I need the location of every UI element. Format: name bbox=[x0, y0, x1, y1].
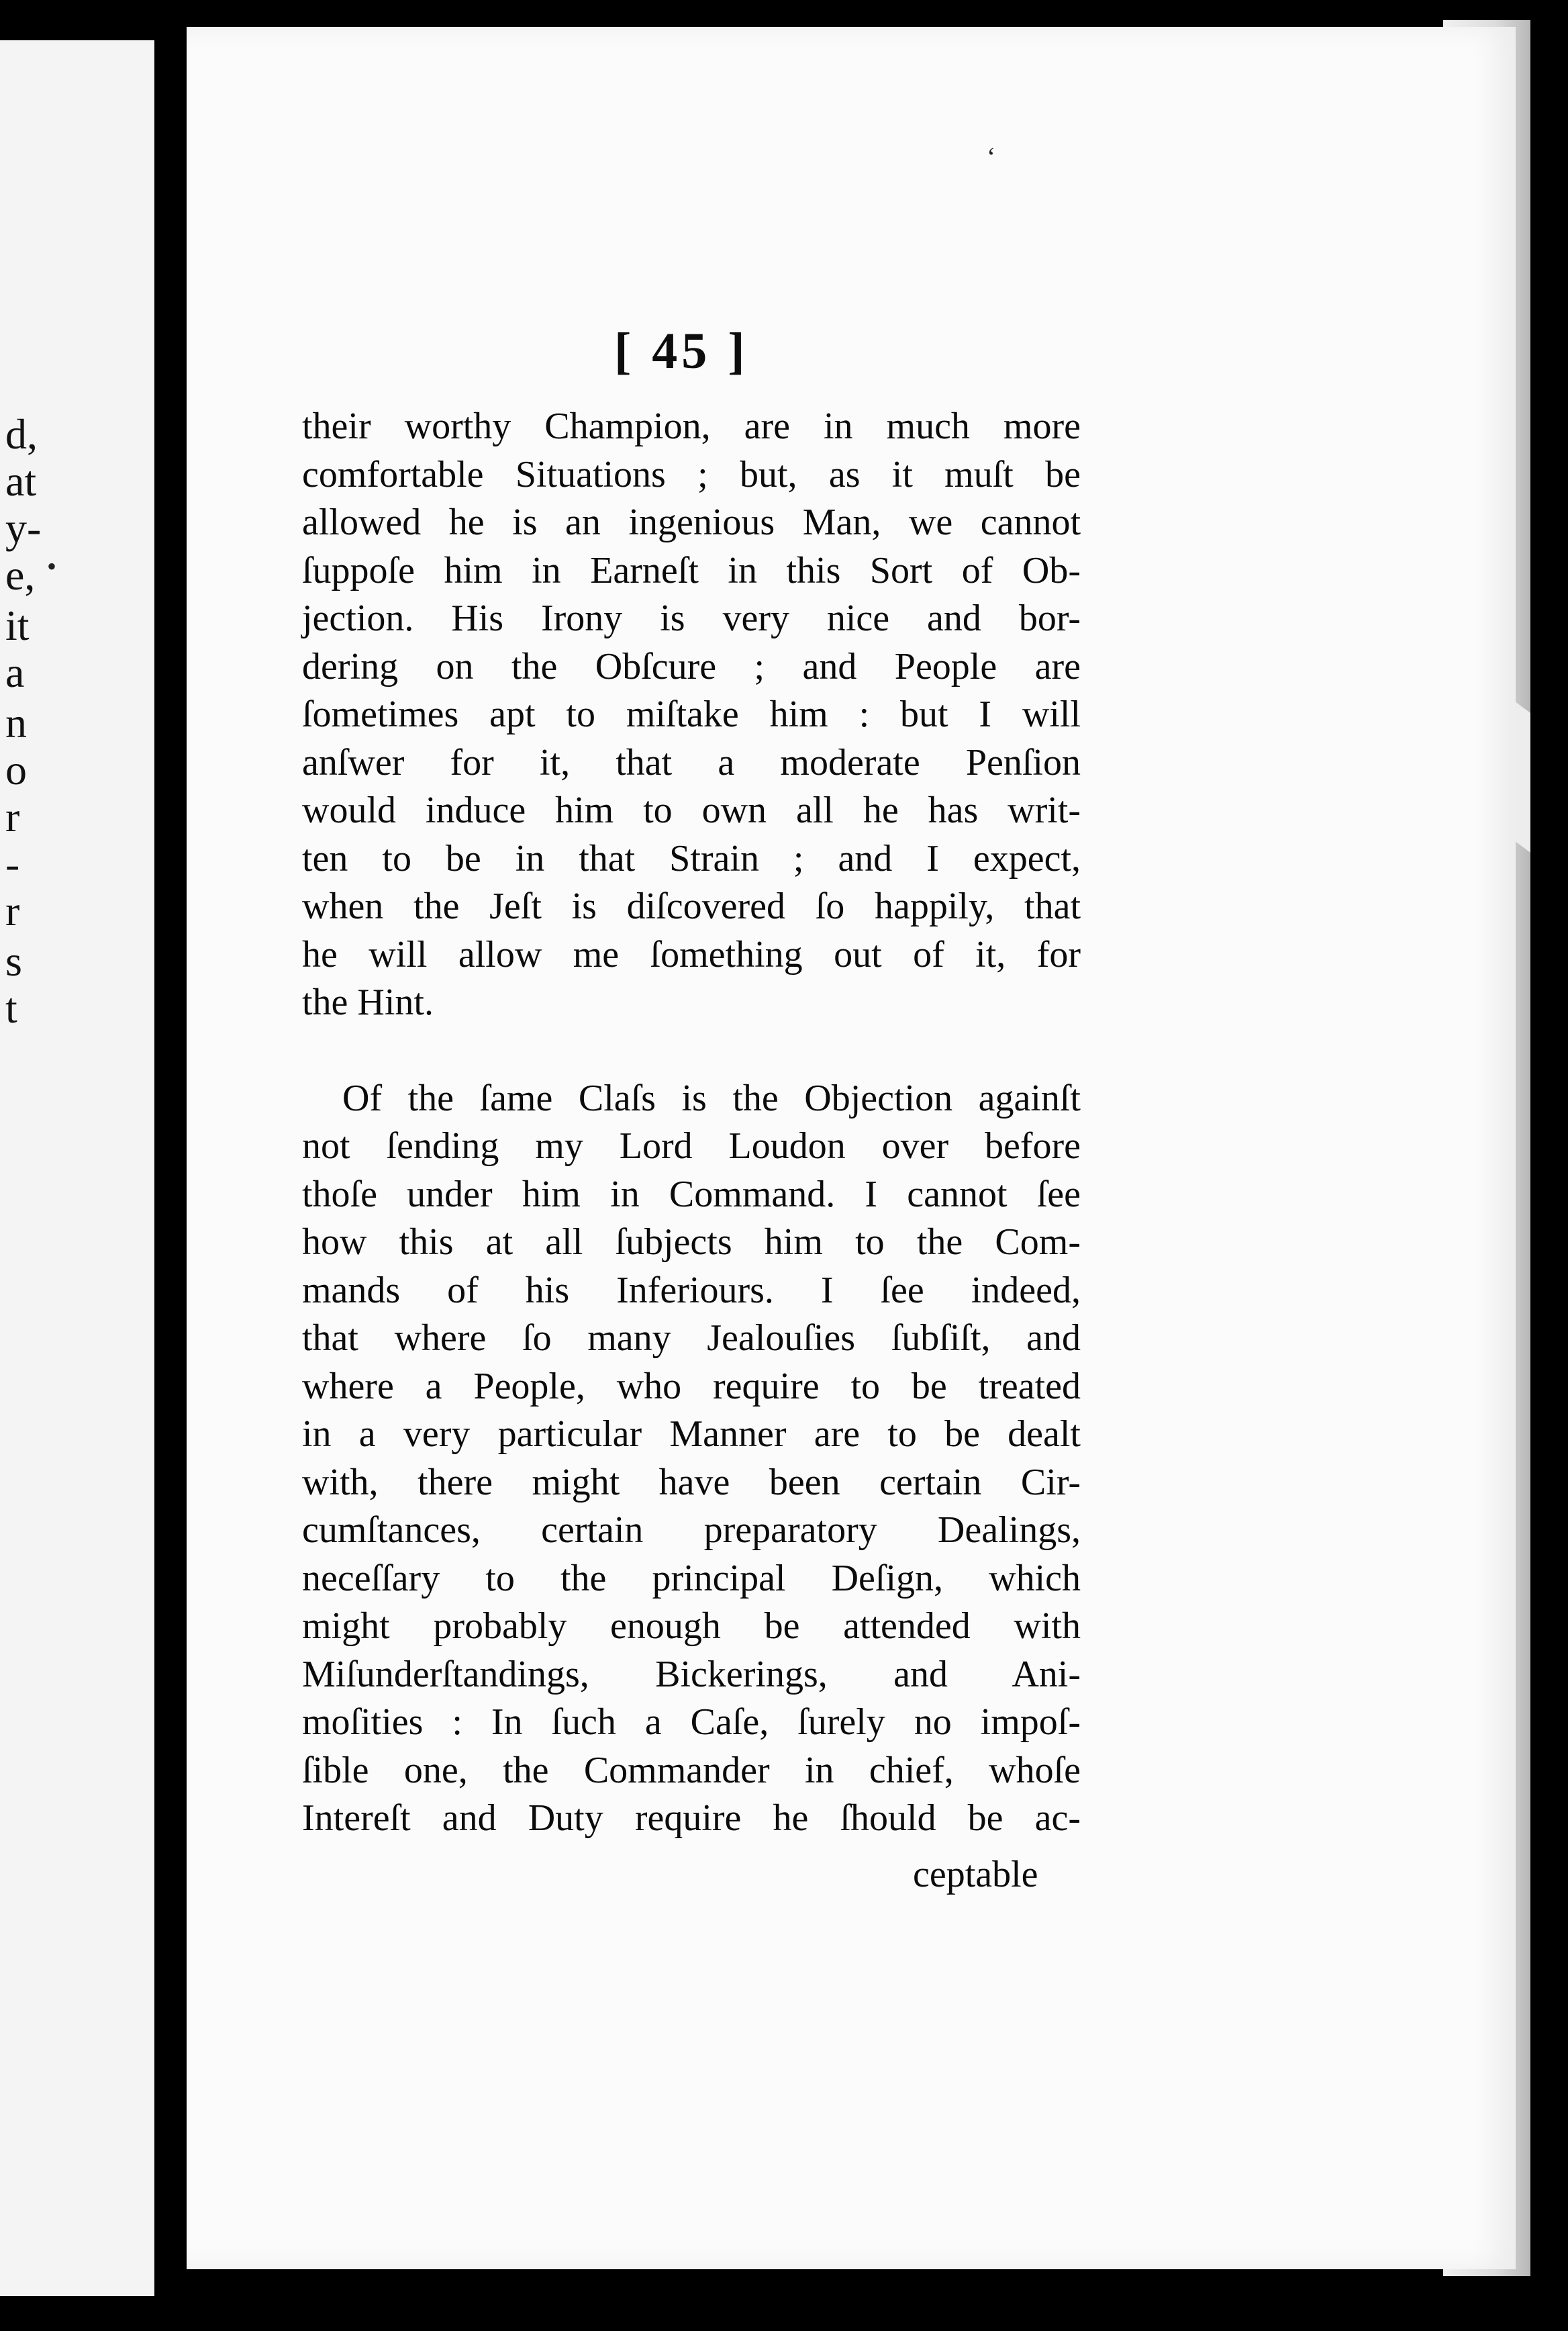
body-text bbox=[302, 403, 1081, 1843]
text-line: dering on the Obſcure ; and People are bbox=[302, 645, 1081, 687]
ink-speck: ‘ bbox=[987, 142, 996, 172]
page-number: [ 45 ] bbox=[614, 323, 749, 379]
ink-speck: • bbox=[47, 551, 57, 581]
text-line: he will allow me ſomething out of it, for bbox=[302, 933, 1081, 976]
text-line: ſuppoſe him in Earneſt in this Sort of Ob- bbox=[302, 549, 1081, 591]
text-line: moſities : In ſuch a Caſe, ſurely no impoſ- bbox=[302, 1701, 1081, 1743]
text-line: mands of his Inferiours. I ſee indeed, bbox=[302, 1269, 1081, 1311]
text-line: Intereſt and Duty require he ſhould be ac- bbox=[302, 1797, 1081, 1839]
text-line: the Hint. bbox=[302, 982, 434, 1023]
text-line: cumſtances, certain preparatory Dealings, bbox=[302, 1509, 1081, 1551]
text-line: allowed he is an ingenious Man, we cannot bbox=[302, 502, 1081, 543]
facing-page-text: r bbox=[5, 793, 20, 841]
paragraph bbox=[302, 403, 1081, 1027]
text-line: with, there might have been certain Cir- bbox=[302, 1461, 1081, 1503]
text-line: Miſunderſtandings, Bickerings, and Ani- bbox=[302, 1653, 1081, 1695]
text-line: not ſending my Lord Loudon over before bbox=[302, 1125, 1081, 1167]
facing-page-text: o bbox=[5, 746, 27, 794]
text-line: Of the ſame Claſs is the Objection againſt bbox=[342, 1077, 1081, 1119]
text-line: in a very particular Manner are to be dealt bbox=[302, 1413, 1081, 1455]
facing-page-text: d, bbox=[5, 410, 38, 458]
facing-page-text: r bbox=[5, 887, 20, 935]
text-line: ſometimes apt to miſtake him : but I will bbox=[302, 694, 1081, 735]
text-line: their worthy Champion, are in much more bbox=[302, 406, 1081, 447]
text-line: comfortable Situations ; but, as it muſt be bbox=[302, 453, 1081, 495]
text-line: ſible one, the Commander in chief, whoſe bbox=[302, 1749, 1081, 1791]
gutter-shadow bbox=[154, 27, 187, 2310]
text-line: might probably enough be attended with bbox=[302, 1605, 1081, 1647]
text-line: how this at all ſubjects him to the Com- bbox=[302, 1221, 1081, 1263]
text-line: when the Jeſt is diſcovered ſo happily, that bbox=[302, 886, 1081, 927]
facing-page-text: at bbox=[5, 457, 37, 505]
text-line: ten to be in that Strain ; and I expect, bbox=[302, 837, 1081, 879]
paragraph bbox=[302, 1075, 1081, 1843]
facing-page-text: it bbox=[5, 602, 30, 649]
text-line: where a People, who require to be treated bbox=[302, 1365, 1081, 1407]
facing-page-text: n bbox=[5, 699, 27, 747]
facing-page-text: t bbox=[5, 984, 17, 1032]
facing-page-text: y- bbox=[5, 504, 42, 552]
paragraph-gap bbox=[302, 1027, 1081, 1075]
facing-page-fragment bbox=[0, 40, 154, 2296]
text-line: anſwer for it, that a moderate Penſion bbox=[302, 741, 1081, 783]
facing-page-text: a bbox=[5, 649, 25, 696]
text-line: that where ſo many Jealouſies ſubſiſt, and bbox=[302, 1317, 1081, 1359]
text-line: would induce him to own all he has writ- bbox=[302, 790, 1081, 831]
facing-page-text: e, bbox=[5, 551, 36, 599]
text-line: neceſſary to the principal Deſign, which bbox=[302, 1557, 1081, 1599]
facing-page-text: - bbox=[5, 840, 20, 888]
catchword: ceptable bbox=[913, 1854, 1038, 1895]
facing-page-text: s bbox=[5, 937, 22, 985]
text-line: jection. His Irony is very nice and bor- bbox=[302, 598, 1081, 639]
text-line: thoſe under him in Command. I cannot ſee bbox=[302, 1173, 1081, 1215]
